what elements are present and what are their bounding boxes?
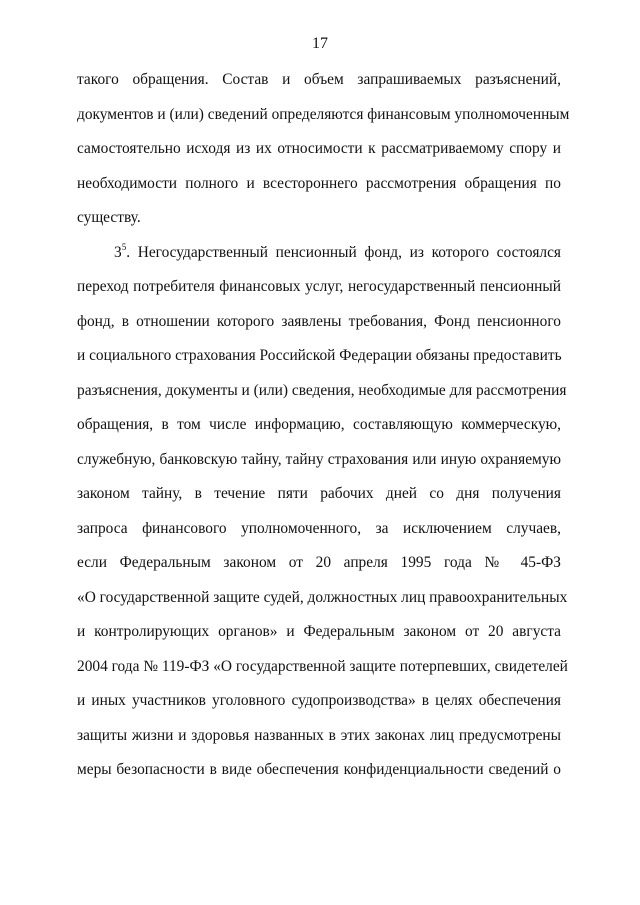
paragraph-2-line: и иных участников уголовного судопроизводства» в целях обеспечения <box>77 692 561 709</box>
paragraph-1-line: такого обращения. Состав и объем запрашиваемых разъяснений, <box>77 71 561 88</box>
paragraph-2-line: фонд, в отношении которого заявлены требования, Фонд пенсионного <box>77 312 561 330</box>
paragraph-2-line: запроса финансового уполномоченного, за исключением случаев, <box>77 519 561 537</box>
paragraph-2-first-line-text: . Негосударственный пенсионный фонд, из которого состоялся <box>126 243 561 261</box>
page-number: 17 <box>312 35 328 52</box>
paragraph-2-line: и контролирующих органов» и Федеральным законом от 20 августа <box>77 623 561 640</box>
paragraph-1-line: существу. <box>77 209 141 226</box>
paragraph-2-line: 2004 года № 119-ФЗ «О государственной защите потерпевших, свидетелей <box>77 657 568 675</box>
paragraph-2-line: «О государственной защите судей, должностных лиц правоохранительных <box>77 588 568 606</box>
paragraph-2-line: законом тайну, в течение пяти рабочих дней со дня получения <box>77 485 561 502</box>
paragraph-2-line: если Федеральным законом от 20 апреля 1995 года № 45-ФЗ <box>77 554 561 571</box>
paragraph-1-line: документов и (или) сведений определяются финансовым уполномоченным <box>77 105 570 123</box>
paragraph-1-line: самостоятельно исходя из их относимости к рассматриваемому спору и <box>77 140 561 157</box>
paragraph-2-line: обращения, в том числе информацию, составляющую коммерческую, <box>77 416 561 433</box>
paragraph-2-line: и социального страхования Российской Федерации обязаны предоставить <box>77 347 562 364</box>
paragraph-2-line: защиты жизни и здоровья названных в этих законах лиц предусмотрены <box>77 726 561 744</box>
paragraph-2-line: служебную, банковскую тайну, тайну страхования или иную охраняемую <box>77 450 561 468</box>
paragraph-2-line: переход потребителя финансовых услуг, негосударственный пенсионный <box>77 278 561 295</box>
paragraph-2-line: разъяснения, документы и (или) сведения, необходимые для рассмотрения <box>77 381 567 399</box>
paragraph-2-number: 3 <box>114 243 122 261</box>
paragraph-2-line: меры безопасности в виде обеспечения конфиденциальности сведений о <box>77 761 561 778</box>
paragraph-2-first-line <box>77 243 561 278</box>
document-body <box>77 70 570 795</box>
paragraph-1-line: необходимости полного и всестороннего рассмотрения обращения по <box>77 174 561 192</box>
paragraph-2-number-superscript: 5 <box>121 241 127 252</box>
